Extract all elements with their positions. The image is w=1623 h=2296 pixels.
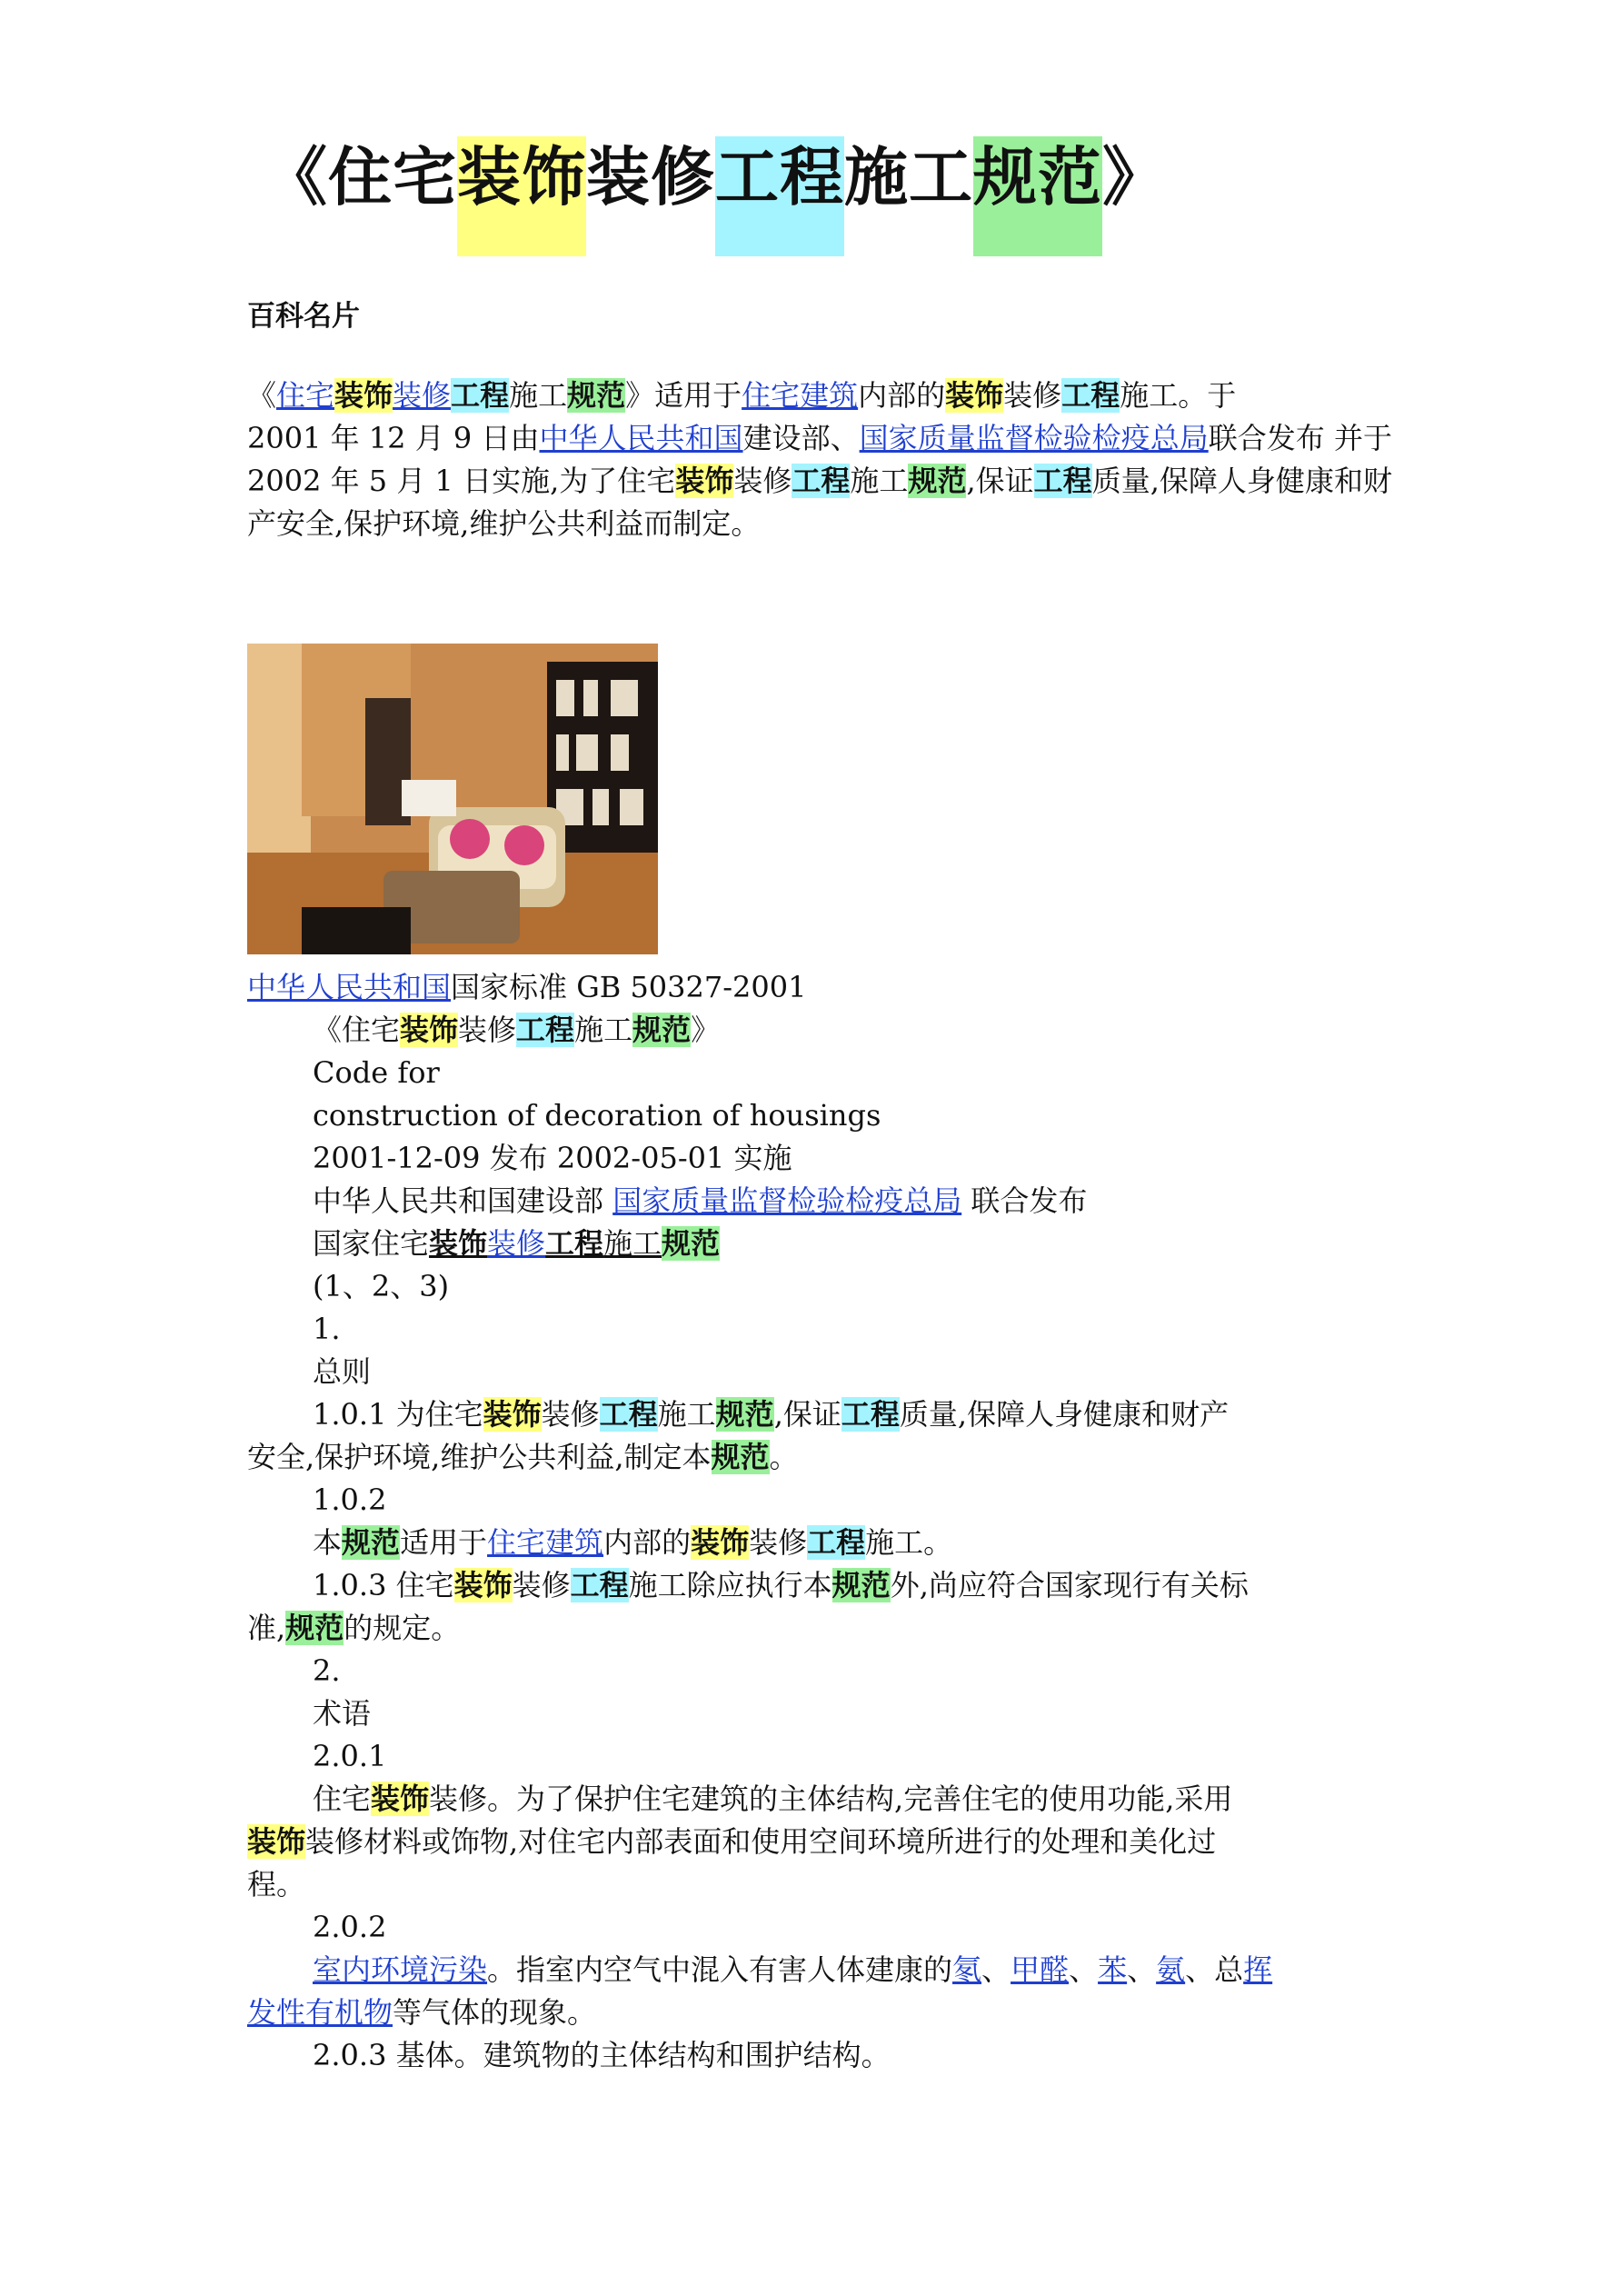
body-line: 2001-12-09 发布 2002-05-01 实施 xyxy=(313,1141,792,1175)
highlight-cyan: 工程 xyxy=(1033,464,1092,498)
highlight-green: 规范 xyxy=(715,1397,774,1432)
highlight-yellow: 装饰 xyxy=(453,1568,513,1602)
link-zhuangxiu[interactable]: 装修 xyxy=(393,378,452,413)
body-line xyxy=(247,1992,1392,2034)
highlight-green: 规范 xyxy=(831,1568,891,1602)
title-part: 装修 xyxy=(586,140,715,215)
text: ,保证 xyxy=(966,464,1034,498)
text: 施工 xyxy=(509,378,568,413)
text: 本 xyxy=(313,1525,343,1560)
underlined-text: 施工 xyxy=(603,1226,662,1261)
link-tvoc[interactable]: 挥 xyxy=(1243,1952,1273,1987)
text: 装修。为了保护住宅建筑的主体结构,完善住宅的使用功能,采用 xyxy=(429,1782,1233,1816)
highlight-cyan: 工程 xyxy=(1061,378,1120,413)
text: 1.0.1 为住宅 xyxy=(313,1397,483,1432)
text: 》 xyxy=(691,1013,721,1047)
body-line xyxy=(247,1821,1392,1863)
text: 1.0.3 住宅 xyxy=(313,1568,454,1602)
body-line: 程。 xyxy=(247,1867,306,1902)
highlight-yellow: 装饰 xyxy=(457,136,586,256)
text: 施工除应执行本 xyxy=(628,1568,832,1602)
link-benzene[interactable]: 苯 xyxy=(1098,1952,1128,1987)
link-ammonia[interactable]: 氨 xyxy=(1156,1952,1186,1987)
highlight-yellow: 装饰 xyxy=(691,1525,750,1560)
highlight-cyan: 工程 xyxy=(599,1397,658,1432)
highlight-cyan: 工程 xyxy=(792,464,851,498)
text: 施工。于 xyxy=(1120,378,1237,413)
underlined-text: 装饰 xyxy=(429,1226,488,1261)
highlight-cyan: 工程 xyxy=(451,378,510,413)
text: 外,尚应符合国家现行有关标 xyxy=(890,1568,1249,1602)
link-indoor-pollution[interactable]: 室内环境污染 xyxy=(313,1952,488,1987)
link-tvoc[interactable]: 发性有机物 xyxy=(247,1995,393,2030)
body-line xyxy=(247,1180,1392,1223)
title-part: 住宅 xyxy=(328,140,457,215)
text: 内部的 xyxy=(603,1525,692,1560)
title-close: 》 xyxy=(1102,140,1167,215)
highlight-cyan: 工程 xyxy=(715,136,844,256)
text: 装修 xyxy=(733,464,792,498)
body-line: 1.0.2 xyxy=(313,1482,387,1517)
body-line xyxy=(247,1223,1392,1265)
body-line xyxy=(247,1564,1392,1607)
text: 联合发布 xyxy=(961,1183,1088,1218)
text: 装修 xyxy=(1003,378,1062,413)
link-radon[interactable]: 氡 xyxy=(952,1952,982,1987)
highlight-cyan: 工程 xyxy=(807,1525,866,1560)
body-line: 2. xyxy=(313,1653,341,1688)
text: 装修 xyxy=(541,1397,600,1432)
link-prc[interactable]: 中华人民共和国 xyxy=(247,970,452,1004)
text: 安全,保护环境,维护公共利益,制定本 xyxy=(247,1440,712,1474)
text: 适用于 xyxy=(400,1525,488,1560)
page-title xyxy=(264,136,1167,256)
body-line xyxy=(247,1436,1392,1479)
text: 。 xyxy=(769,1440,799,1474)
body-line: 2.0.1 xyxy=(313,1739,387,1773)
title-part: 施工 xyxy=(844,140,973,215)
text: 质量,保障人身健康和财产安全,保护环境,维护公共利益而制定。 xyxy=(247,464,1392,541)
text: 装修 xyxy=(749,1525,808,1560)
link-aqsiq[interactable]: 国家质量监督检验检疫总局 xyxy=(612,1183,962,1218)
body-line xyxy=(247,1607,1392,1650)
highlight-yellow: 装饰 xyxy=(400,1013,459,1047)
highlight-green: 规范 xyxy=(908,464,967,498)
text: 、 xyxy=(1069,1952,1099,1987)
body-line: 2.0.3 基体。建筑物的主体结构和围护结构。 xyxy=(313,2038,891,2072)
highlight-cyan: 工程 xyxy=(516,1013,575,1047)
text: 、 xyxy=(1127,1952,1157,1987)
text: 装修 xyxy=(458,1013,517,1047)
body-line xyxy=(247,1009,1392,1052)
highlight-cyan: 工程 xyxy=(570,1568,629,1602)
text: 中华人民共和国建设部 xyxy=(313,1183,613,1218)
link-zhuzhai-jianzhu[interactable]: 住宅建筑 xyxy=(742,378,859,413)
text: 等气体的现象。 xyxy=(393,1995,597,2030)
body-line xyxy=(247,1522,1392,1564)
text: 内部的 xyxy=(858,378,946,413)
link-zhuzhai-jianzhu[interactable]: 住宅建筑 xyxy=(487,1525,604,1560)
text: 》适用于 xyxy=(625,378,742,413)
text: 、总 xyxy=(1185,1952,1244,1987)
body-line: 1. xyxy=(313,1312,341,1346)
title-open: 《 xyxy=(264,140,328,215)
link-zhuangxiu[interactable]: 装修 xyxy=(487,1226,546,1261)
highlight-yellow: 装饰 xyxy=(334,378,393,413)
body-line: 术语 xyxy=(313,1696,372,1731)
text: 联合发布 并于 2002 年 5 月 1 日实施,为了住宅 xyxy=(247,421,1392,498)
text: 装修材料或饰物,对住宅内部表面和使用空间环境所进行的处理和美化过 xyxy=(305,1824,1217,1859)
highlight-green: 规范 xyxy=(711,1440,770,1474)
text: 2001 年 12 月 9 日由 xyxy=(247,421,540,455)
text: 建设部、 xyxy=(742,421,860,455)
highlight-green: 规范 xyxy=(342,1525,401,1560)
body-line xyxy=(247,1778,1392,1821)
body-line xyxy=(247,966,1392,1009)
text: 施工 xyxy=(850,464,909,498)
standard-body xyxy=(247,966,1392,2077)
highlight-green: 规范 xyxy=(285,1611,344,1645)
body-line: 总则 xyxy=(313,1354,372,1389)
text: 施工。 xyxy=(865,1525,953,1560)
text: 施工 xyxy=(657,1397,716,1432)
text: 施工 xyxy=(574,1013,633,1047)
text: 国家标准 GB 50327-2001 xyxy=(451,970,807,1004)
body-line: construction of decoration of housings xyxy=(313,1098,881,1133)
underlined-text: 工程 xyxy=(545,1226,604,1261)
link-zhuzhai[interactable]: 住宅 xyxy=(276,378,335,413)
text: 准, xyxy=(247,1611,286,1645)
highlight-cyan: 工程 xyxy=(841,1397,900,1432)
text: 、 xyxy=(981,1952,1011,1987)
link-prc[interactable]: 中华人民共和国 xyxy=(539,421,743,455)
highlight-green: 规范 xyxy=(632,1013,692,1047)
highlight-yellow: 装饰 xyxy=(247,1824,306,1859)
text: 《住宅 xyxy=(313,1013,401,1047)
living-room-photo xyxy=(247,644,658,954)
highlight-yellow: 装饰 xyxy=(371,1782,430,1816)
body-line xyxy=(247,1393,1392,1436)
living-room-illustration xyxy=(247,644,658,954)
text: 国家住宅 xyxy=(313,1226,430,1261)
text: 装修 xyxy=(512,1568,571,1602)
highlight-green: 规范 xyxy=(567,378,626,413)
highlight-yellow: 装饰 xyxy=(945,378,1004,413)
link-formaldehyde[interactable]: 甲醛 xyxy=(1011,1952,1070,1987)
body-line: (1、2、3) xyxy=(313,1269,450,1303)
body-line: Code for xyxy=(313,1055,440,1090)
text: 住宅 xyxy=(313,1782,372,1816)
text: 《 xyxy=(247,378,277,413)
text: 质量,保障人身健康和财产 xyxy=(899,1397,1230,1432)
text: 的规定。 xyxy=(344,1611,461,1645)
text: 。指室内空气中混入有害人体建康的 xyxy=(487,1952,953,1987)
highlight-green: 规范 xyxy=(662,1226,721,1261)
text: ,保证 xyxy=(773,1397,841,1432)
link-aqsiq[interactable]: 国家质量监督检验检疫总局 xyxy=(859,421,1209,455)
highlight-green: 规范 xyxy=(973,136,1102,256)
section-heading: 百科名片 xyxy=(247,300,360,333)
body-line xyxy=(247,1949,1392,1992)
highlight-yellow: 装饰 xyxy=(675,464,734,498)
body-line: 2.0.2 xyxy=(313,1910,387,1944)
summary-paragraph xyxy=(247,374,1392,545)
highlight-yellow: 装饰 xyxy=(483,1397,542,1432)
